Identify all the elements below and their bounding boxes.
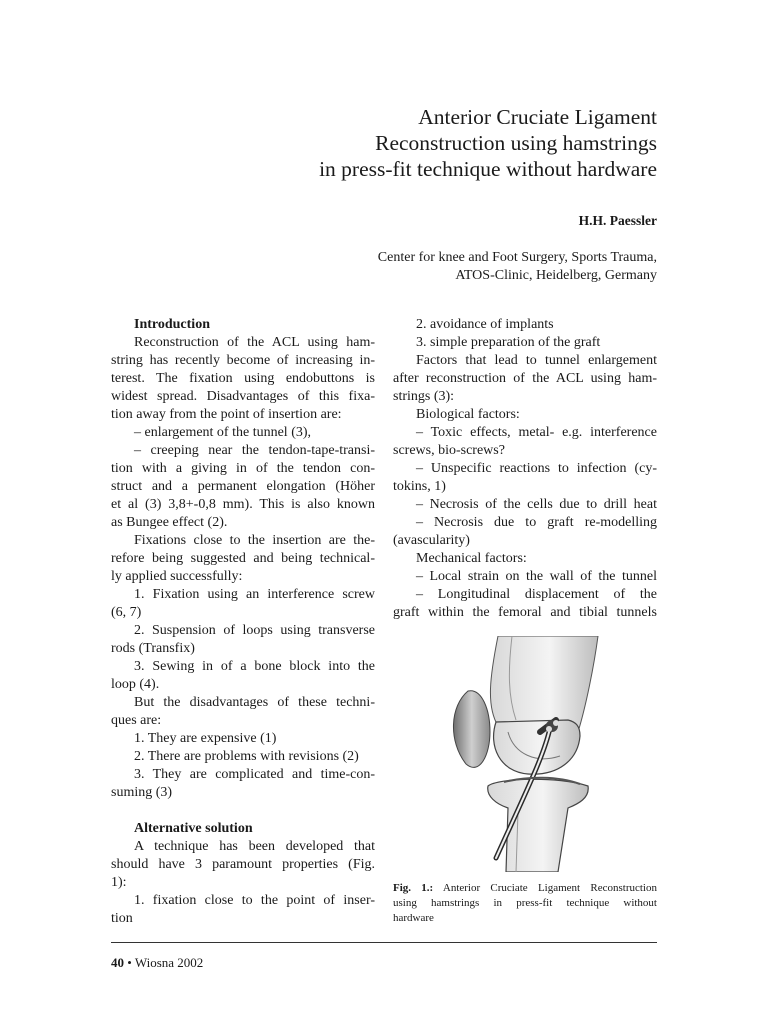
- figure-caption: [393, 881, 657, 926]
- text-line: 1. They are expensive (1): [134, 731, 277, 746]
- text-line: ques are:: [111, 713, 162, 728]
- left-column: [111, 316, 375, 928]
- author-name: H.H. Paessler: [578, 213, 657, 228]
- text-line: But the disadvantages of these techni-: [134, 695, 375, 710]
- text-line: – Longitudinal displacement of the: [416, 587, 657, 602]
- text-line: 1. Fixation using an interference screw: [134, 587, 375, 602]
- text-line: 3. They are complicated and time-con-: [134, 767, 375, 782]
- right-column: [393, 316, 657, 622]
- text-line: 2. Suspension of loops using transverse: [134, 623, 375, 638]
- text-line: 3. Sewing in of a bone block into the: [134, 659, 375, 674]
- text-line: – enlargement of the tunnel (3),: [134, 425, 312, 440]
- title-line-2: Reconstruction using hamstrings: [375, 131, 657, 155]
- text-line: A technique has been developed that: [134, 839, 375, 854]
- text-line: 1):: [111, 875, 127, 890]
- text-line: – Necrosis due to graft re-modelling: [416, 515, 657, 530]
- text-line: tion with a giving in of the tendon con-: [111, 461, 375, 476]
- text-line: 2. avoidance of implants: [416, 317, 554, 332]
- text-line: – Necrosis of the cells due to drill heat: [416, 497, 657, 512]
- text-line: struct and a permanent elongation (Höher: [111, 479, 375, 494]
- text-line: should have 3 paramount properties (Fig.: [111, 857, 375, 872]
- text-line: string has recently become of increasing in-: [111, 353, 375, 368]
- text-line: terest. The fixation using endobuttons is: [111, 371, 375, 386]
- article-title: [97, 104, 657, 182]
- caption-line-3: hardware: [393, 912, 434, 924]
- text-line: – Toxic effects, metal- e.g. interference: [416, 425, 657, 440]
- text-line: (avascularity): [393, 533, 470, 548]
- text-line: – creeping near the tendon-tape-transi-: [134, 443, 375, 458]
- text-line: ly applied successfully:: [111, 569, 243, 584]
- footer-divider: [111, 942, 657, 943]
- issue-label: Wiosna 2002: [134, 955, 204, 970]
- text-line: Reconstruction of the ACL using ham-: [134, 335, 375, 350]
- caption-text-1: Anterior Cruciate Ligament Reconstruction: [442, 882, 657, 894]
- title-line-3: in press-fit technique without hardware: [319, 157, 657, 181]
- knee-illustration-figure: [428, 636, 624, 872]
- text-line: 2. There are problems with revisions (2): [134, 749, 359, 764]
- caption-line-1: [393, 881, 657, 896]
- text-line: 3. simple preparation of the graft: [416, 335, 601, 350]
- page-footer: [111, 955, 203, 971]
- text-line: et al (3) 3,8+-0,8 mm). This is also known: [111, 497, 375, 512]
- caption-label: Fig. 1.:: [393, 882, 434, 894]
- footer-separator: •: [127, 955, 132, 970]
- text-line: suming (3): [111, 785, 173, 800]
- text-line: loop (4).: [111, 677, 160, 692]
- text-line: Mechanical factors:: [416, 551, 527, 566]
- text-line: after reconstruction of the ACL using ham-: [393, 371, 657, 386]
- text-line: strings (3):: [393, 389, 455, 404]
- section-heading-alternative-solution: Alternative solution: [134, 821, 253, 836]
- text-line: – Unspecific reactions to infection (cy-: [416, 461, 657, 476]
- text-line: 1. fixation close to the point of inser-: [134, 893, 375, 908]
- text-line: rods (Transfix): [111, 641, 195, 656]
- section-heading-introduction: Introduction: [134, 317, 210, 332]
- text-line: screws, bio-screws?: [393, 443, 505, 458]
- text-line: widest spread. Disadvantages of this fixa-: [111, 389, 375, 404]
- text-line: (6, 7): [111, 605, 142, 620]
- affiliation-line-2: ATOS-Clinic, Heidelberg, Germany: [455, 268, 657, 283]
- text-line: as Bungee effect (2).: [111, 515, 228, 530]
- knee-acl-illustration: [428, 636, 624, 872]
- affiliation-line-1: Center for knee and Foot Surgery, Sports Trauma,: [377, 250, 657, 265]
- text-line: tion: [111, 911, 133, 926]
- text-line: refore being suggested and being technical-: [111, 551, 375, 566]
- text-line: tion away from the point of insertion are:: [111, 407, 342, 422]
- text-line: tokins, 1): [393, 479, 446, 494]
- text-line: graft within the femoral and tibial tunnels: [393, 605, 657, 620]
- author-affiliation: [207, 249, 657, 285]
- caption-line-2: using hamstrings in press-fit technique without: [393, 897, 657, 909]
- text-line: Fixations close to the insertion are the-: [134, 533, 375, 548]
- text-line: – Local strain on the wall of the tunnel: [416, 569, 657, 584]
- text-line: Factors that lead to tunnel enlargement: [416, 353, 657, 368]
- page-number: 40: [111, 955, 124, 970]
- text-line: Biological factors:: [416, 407, 520, 422]
- title-line-1: Anterior Cruciate Ligament: [418, 105, 657, 129]
